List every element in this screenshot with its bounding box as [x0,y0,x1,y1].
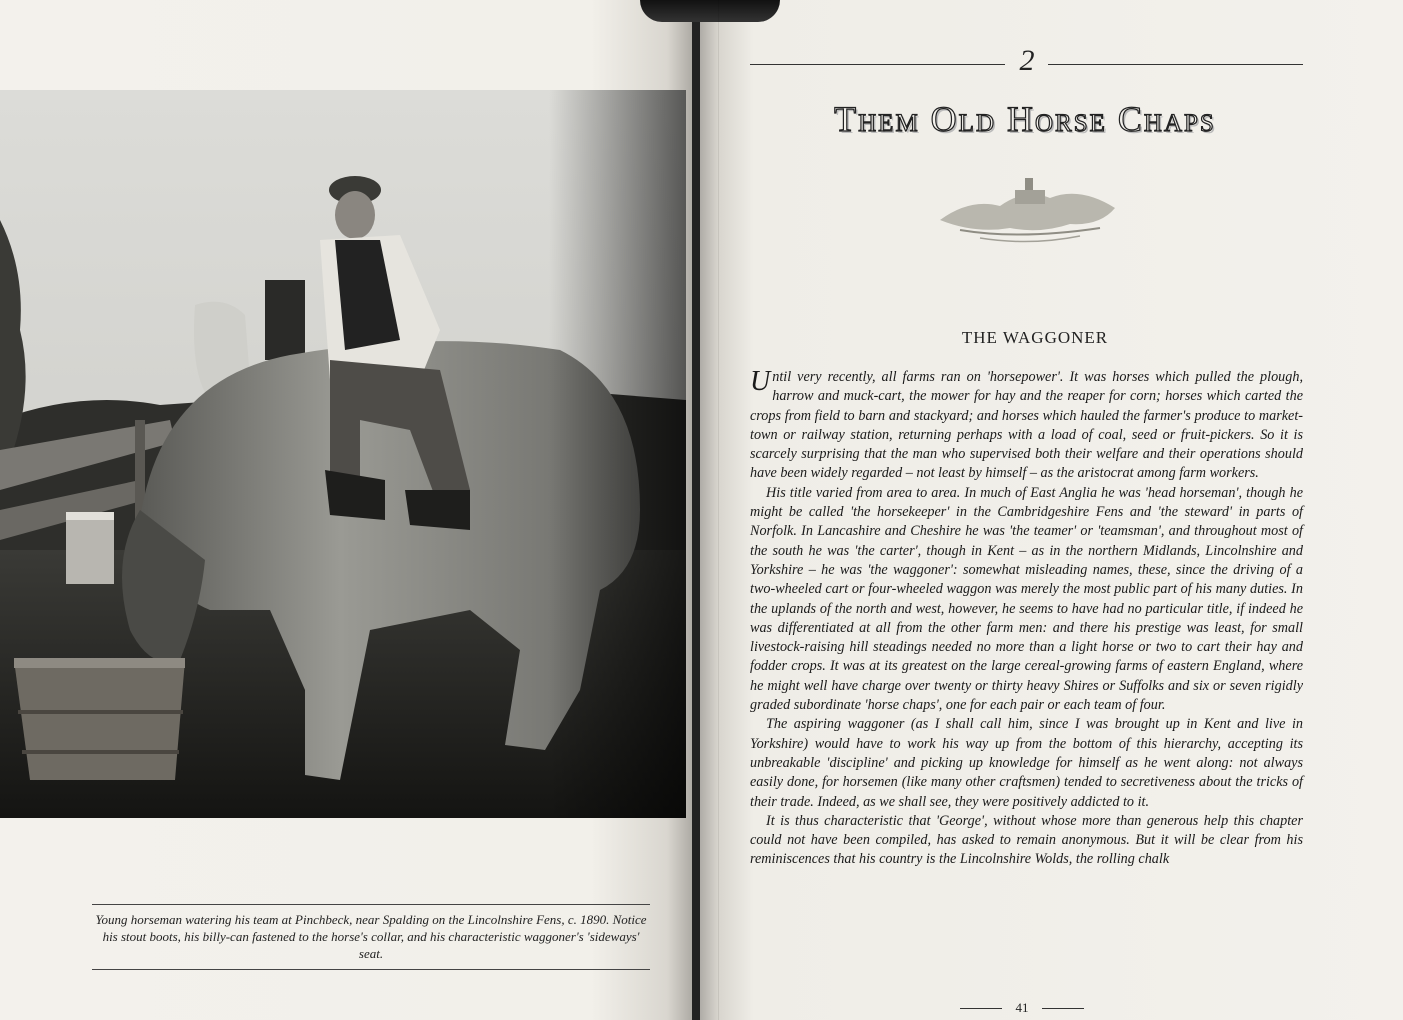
chapter-rule-left [750,64,1005,65]
paragraph-1-text: ntil very recently, all farms ran on 'horsepower'. It was horses which pulled the plough, harrow and muck-cart, the mower for hay and the reaper for corn; horses which carted the crops from field to barn and stackyard; and horses which hauled the farmer's produce to market-town or railway station, returning perhaps with a load of coal, seed or fruit-pickers. So it is scarcely surprising that the man who supervised both their welfare and their operations should have been widely regarded – not least by himself – as the aristocrat among farm workers. [750,369,1303,482]
paragraph-2: His title varied from area to area. In much of East Anglia he was 'head horseman', though he might be called 'the horsekeeper' in the Cambridgeshire Fens and 'the steward' in parts of Norfolk. In Lancashire and Cheshire he was 'the teamer' or 'teamsman', and throughout most of the south he was 'the carter', though in Kent – as in the northern Midlands, Lincolnshire and Yorkshire – he was 'the waggoner': somewhat misleading names, these, since the driving of a two-wheeled cart or four-wheeled waggon was merely the most public part of his many duties. In the uplands of the north and west, however, he seems to have had no particular title, if indeed he was differentiated at all from the other farm men: and there his prestige was least, for small livestock-raising hill steadings needed no more than a light horse or two to cart their hay and fodder crops. It was at its greatest on the large cereal-growing farms of eastern England, where he might well have charge over twenty or thirty heavy Shires or Suffolks and six or seven rigidly graded subordinate 'horse chaps', one for each pair or each team of four. [750,484,1303,714]
page-number: 41 [1015,1000,1029,1015]
landscape-vignette [930,168,1125,248]
photo-caption: Young horseman watering his team at Pinchbeck, near Spalding on the Lincolnshire Fens, c. 1890. Notice his stout boots, his billy-can fastened to the horse's collar, and his characteristic waggoner's 'sideways' seat. [92,904,650,970]
paragraph-4: It is thus characteristic that 'George', without whose more than generous help this chapter could not have been compiled, has asked to remain anonymous. But it will be clear from his reminiscences that his country is the Lincolnshire Wolds, the rolling chalk [750,812,1303,868]
horseman-photograph [0,90,686,818]
body-text [750,368,1303,870]
book-top-shadow [640,0,780,22]
chapter-number: 2 [1019,44,1035,77]
page-crease [718,0,719,1020]
chapter-rule-right [1048,64,1303,65]
paragraph-1 [750,368,1303,484]
book-gutter [692,0,700,1020]
drop-cap: U [750,366,771,397]
chapter-title: Them Old Horse Chaps [834,99,1216,139]
paragraph-3: The aspiring waggoner (as I shall call him, since I was brought up in Kent and live in Yorkshire) would have to work his way up from the bottom of this hierarchy, accepting its unbreakable 'discipline' and picking up knowledge for himself as he went along: not always easily done, for horsemen (like many other craftsmen) tended to secretiveness about the tricks of their trade. Indeed, as we shall see, they were positively addicted to it. [750,716,1303,810]
section-heading: THE WAGGONER [961,328,1109,347]
folio-rule-left [960,1008,1002,1009]
folio-rule-right [1042,1008,1084,1009]
